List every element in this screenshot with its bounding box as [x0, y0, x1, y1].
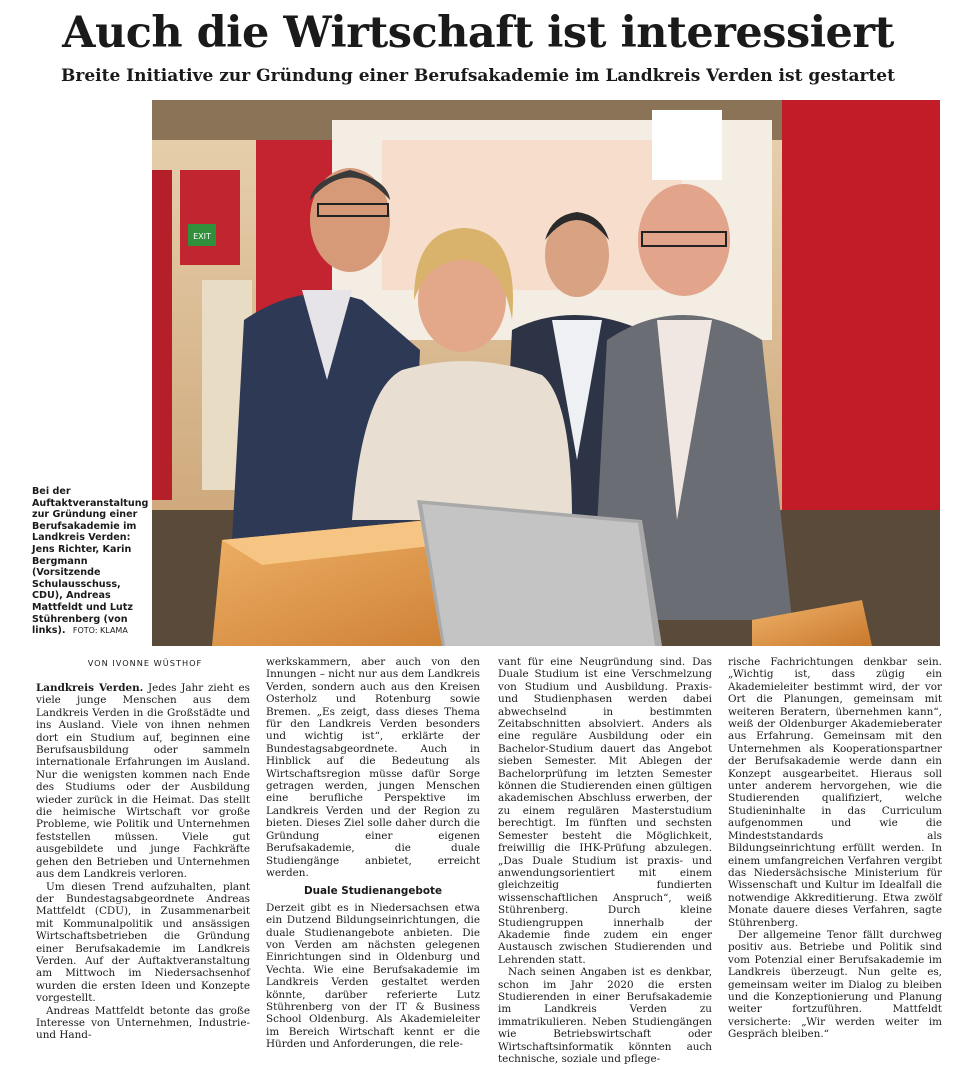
- photo-credit: FOTO: KLAMA: [72, 626, 128, 636]
- red-wall-panel: [152, 170, 172, 500]
- article-column-1: [36, 682, 250, 1042]
- red-wall-panel: [180, 170, 240, 265]
- dateline: Landkreis Verden.: [36, 682, 144, 694]
- article-column-2: [266, 656, 480, 1051]
- subheadline: Breite Initiative zur Gründung einer Berufsakademie im Landkreis Verden ist gestartet: [61, 66, 895, 86]
- paragraph: werkskammern, aber auch von den Innungen – nicht nur aus dem Landkreis Verden, sondern auch aus den Kreisen Osterholz und Rotenburg sowie Bremen. „Es zeigt, dass dieses Thema für den Landkreis Verden besonders und wichtig ist“, erklärte der Bundestagsabgeordnete. Auch in Hinblick auf die Bedeutung als Wirtschaftsregion müsse dafür Sorge getragen werden, jungen Menschen eine berufliche Perspektive im Landkreis Verden und der Region zu bieten. Dieses Ziel solle daher durch die Gründung einer eigenen Berufsakademie, die duale Studiengänge anbietet, erreicht werden.: [266, 656, 480, 879]
- paragraph: [36, 682, 250, 881]
- red-wall-panel: [782, 100, 940, 570]
- article-column-3: [498, 656, 712, 1065]
- photo-caption: [32, 486, 149, 637]
- paragraph: Andreas Mattfeldt betonte das große Interesse von Unternehmen, Industrie- und Hand-: [36, 1004, 250, 1042]
- byline: VON IVONNE WÜSTHOF: [87, 658, 203, 668]
- paragraph: Um diesen Trend aufzuhalten, plant der Bundestagsabgeordnete Andreas Mattfeldt (CDU), in Zusammenarbeit mit Kommunalpolitik und ansässigen Wirtschaftsbetrieben die Gründung einer Berufsakademie im Landkreis Verden. Auf der Auftaktveranstaltung am Mittwoch im Niedersachsenhof wurden die ersten Ideen und Konzepte vorgestellt.: [36, 880, 250, 1005]
- caption-text: Bei der Auftaktveranstaltung zur Gründung einer Berufsakademie im Landkreis Verden: Jens Richter, Karin Bergmann (Vorsitzende Schulausschuss, CDU), Andreas Mattfeldt und Lutz Stührenberg (von links).: [32, 486, 149, 637]
- section-subheading: Duale Studienangebote: [303, 885, 443, 898]
- article-photo: [152, 100, 940, 646]
- paragraph-text: Jedes Jahr zieht es viele junge Menschen aus dem Landkreis Verden in die Großstädte und ins Ausland. Viele von ihnen nehmen dort ein Studium auf, beginnen eine Berufsausbildung oder sammeln internationale Erfahrungen im Ausland. Nur die wenigsten kommen nach Ende des Studiums oder der Ausbildung wieder zurück in die Heimat. Das stellt die heimische Wirtschaft vor große Probleme, wie Politik und Unternehmen feststellen müssen. Viele gut ausgebildete und junge Fachkräfte gehen den Betrieben und Unternehmen aus dem Landkreis verloren.: [36, 682, 250, 881]
- article-column-4: [728, 656, 942, 1041]
- laptop: [417, 500, 662, 646]
- paragraph: Der allgemeine Tenor fällt durchweg positiv aus. Betriebe und Politik sind vom Potenzial einer Berufsakademie im Landkreis überzeugt. Nun gelte es, gemeinsam weiter im Dialog zu bleiben und die Konzeptionierung und Planung weiter fortzuführen. Mattfeldt versicherte: „Wir werden weiter im Gespräch bleiben.“: [728, 928, 942, 1041]
- headline: Auch die Wirtschaft ist interessiert: [62, 8, 894, 58]
- paragraph: rische Fachrichtungen denkbar sein. „Wichtig ist, dass zügig ein Akademieleiter bestimmt wird, der vor Ort die Planungen, gemeinsam mit weiteren Beratern, übernehmen kann“, weiß der Oldenburger Akademieberater aus Erfahrung. Gemeinsam mit den Unternehmen als Kooperationspartner der Berufsakademie werde dann ein Konzept ausgearbeitet. Hieraus soll unter anderem hervorgehen, wie die Studierenden qualifiziert, welche Studieninhalte in das Curriculum aufgenommen und wie die Mindeststandards als Bildungseinrichtung erfüllt werden. In einem umfangreichen Verfahren vergibt das Niedersächsische Ministerium für Wissenschaft und Kultur im Idealfall die notwendige Akkreditierung. Etwa zwölf Monate dauere dieses Verfahren, sagte Stührenberg.: [728, 656, 942, 929]
- paragraph: Nach seinen Angaben ist es denkbar, schon im Jahr 2020 die ersten Studierenden in einer Berufsakademie im Landkreis Verden zu immatrikulieren. Neben Studiengängen wie Betriebswirtschaft oder Wirtschaftsinformatik könnten auch technische, soziale und pflege-: [498, 966, 712, 1065]
- paragraph: Derzeit gibt es in Niedersachsen etwa ein Dutzend Bildungseinrichtungen, die duale Studienangebote anbieten. Die von Verden am nächsten gelegenen Einrichtungen sind in Oldenburg und Vechta. Wie eine Berufsakademie im Landkreis Verden gestaltet werden könnte, darüber referierte Lutz Stührenberg von der IT & Business School Oldenburg. Als Akademieleiter im Bereich Wirtschaft kennt er die Hürden und Anforderungen, die rele-: [266, 901, 480, 1051]
- photo-illustration: [152, 100, 940, 646]
- paragraph: vant für eine Neugründung sind. Das Duale Studium ist eine Verschmelzung von Studium und Ausbildung. Praxis- und Studienphasen werden dabei abwechselnd in bestimmten Zeitabschnitten absolviert. Anders als eine reguläre Ausbildung oder ein Bachelor-Studium dauert das Angebot sieben Semester. Mit Ablegen der Bachelorprüfung im letzten Semester können die Studierenden einen gültigen akademischen Abschluss erwerben, der zu einem regulären Masterstudium berechtigt. Im fünften und sechsten Semester besteht die Möglichkeit, freiwillig die IHK-Prüfung abzulegen. „Das Duale Studium ist praxis- und anwendungsorientiert mit einem gleichzeitig fundierten wissenschaftlichen Anspruch“, weiß Stührenberg. Durch kleine Studiengruppen innerhalb der Akademie finde zudem ein enger Austausch zwischen Studierenden und Lehrenden statt.: [498, 656, 712, 966]
- exit-sign-text: EXIT: [193, 232, 211, 241]
